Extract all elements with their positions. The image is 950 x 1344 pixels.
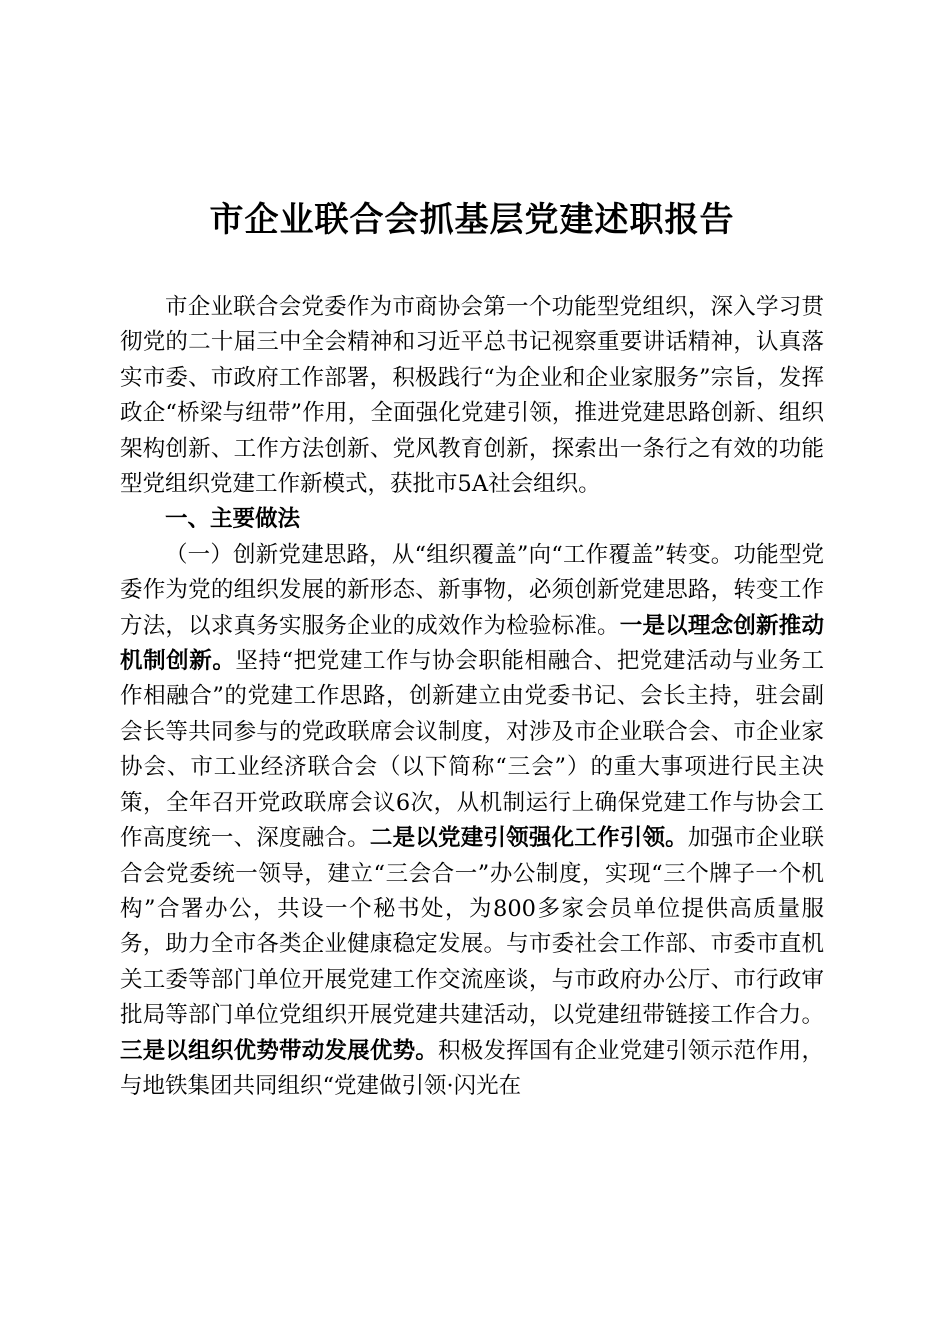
paragraph-text: 加强市企业联合会党委统一领导，建立“三会合一”办公制度，实现“三个牌子一个机构”合署办公，共设一个秘书处，为800多家会员单位提供高质量服务，助力全市各类企业健康稳定发展。与市委社会工作部、市委市直机关工委等部门单位开展党建工作交流座谈，与市政府办公厅、市行政审批局等部门单位党组织开展党建共建活动，以党建纽带链接工作合力。 xyxy=(120,825,824,1029)
paragraph-text: 坚持“把党建工作与协会职能相融合、把党建活动与业务工作相融合”的党建工作思路，创新建立由党委书记、会长主持，驻会副会长等共同参与的党政联席会议制度，对涉及市企业联合会、市企业家协会、市工业经济联合会（以下简称“三会”）的重大事项进行民主决策，全年召开党政联席会议6次，从机制运行上确保党建工作与协会工作高度统一、深度融合。 xyxy=(120,648,824,852)
paragraph-text: 积极发挥国有企业党建引领示范作用，与地铁集团共同组织“党建做引领·闪光在 xyxy=(120,1037,824,1099)
bold-point-3: 三是以组织优势带动发展优势。 xyxy=(120,1037,439,1064)
bold-point-1: 一是以理念创新推动机制创新。 xyxy=(120,612,824,675)
document-page xyxy=(120,180,824,1104)
document-title: 市企业联合会抓基层党建述职报告 xyxy=(209,200,735,240)
subsection-paragraph-1 xyxy=(120,538,824,1105)
intro-paragraph: 市企业联合会党委作为市商协会第一个功能型党组织，深入学习贯彻党的二十届三中全会精神和习近平总书记视察重要讲话精神，认真落实市委、市政府工作部署，积极践行“为企业和企业家服务”宗旨，发挥政企“桥梁与纽带”作用，全面强化党建引领，推进党建思路创新、组织架构创新、工作方法创新、党风教育创新，探索出一条行之有效的功能型党组织党建工作新模式，获批市5A社会组织。 xyxy=(120,294,824,498)
bold-point-2: 二是以党建引领强化工作引领。 xyxy=(369,825,688,852)
section-heading-main-practices: 一、主要做法 xyxy=(165,506,301,533)
paragraph-text: （一）创新党建思路，从“组织覆盖”向“工作覆盖”转变。功能型党委作为党的组织发展的新形态、新事物，必须创新党建思路，转变工作方法，以求真务实服务企业的成效作为检验标准。 xyxy=(120,541,824,639)
